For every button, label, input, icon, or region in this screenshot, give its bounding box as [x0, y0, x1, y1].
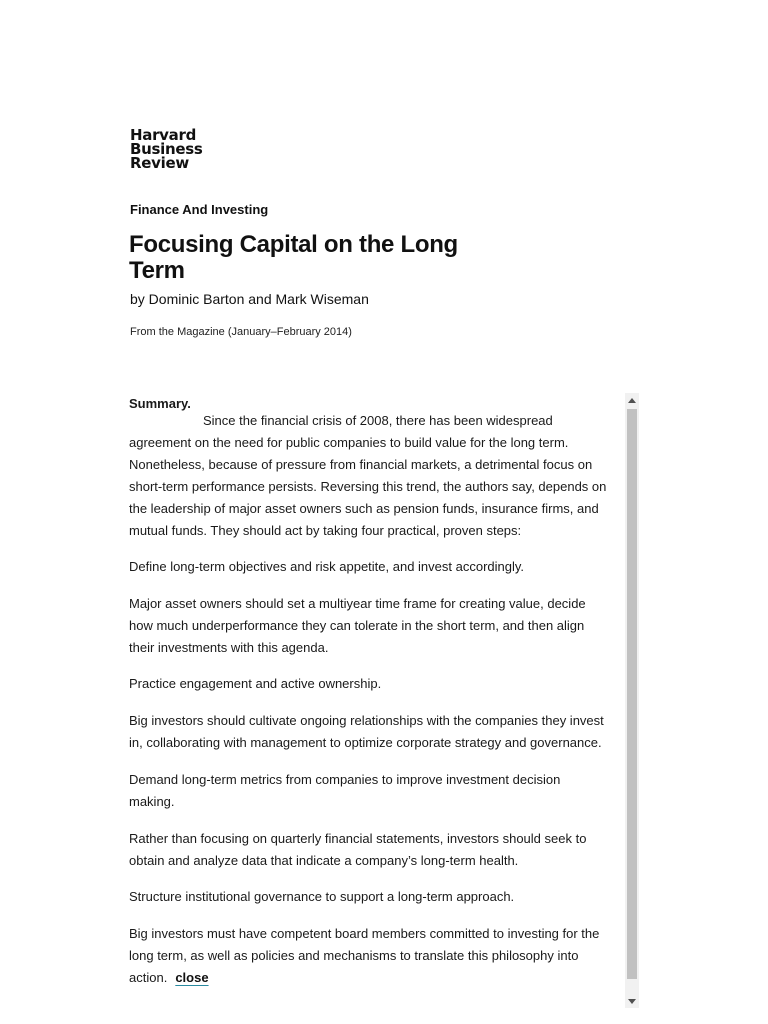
- scroll-down-arrow-icon[interactable]: [625, 994, 639, 1008]
- step-1-body-line: Major asset owners should set a multiyear time frame for creating value, decide: [129, 596, 586, 611]
- step-2-title: Practice engagement and active ownership.: [129, 676, 382, 691]
- step-2-body-line: in, collaborating with management to optimize corporate strategy and governance.: [129, 735, 602, 750]
- step-2-body-line: Big investors should cultivate ongoing relationships with the companies they invest: [129, 713, 604, 728]
- step-3-title-line: making.: [129, 794, 175, 809]
- summary-scrollbar[interactable]: [625, 393, 639, 1008]
- step-4-title: Structure institutional governance to support a long-term approach.: [129, 889, 515, 904]
- step-1-body-line: their investments with this agenda.: [129, 640, 329, 655]
- summary-intro-line: agreement on the need for public companies to build value for the long term.: [129, 435, 569, 450]
- scroll-up-arrow-icon[interactable]: [625, 393, 639, 407]
- summary-panel[interactable]: [129, 393, 639, 1008]
- step-4-body-line: long term, as well as policies and mechanisms to translate this philosophy into: [129, 948, 579, 963]
- logo-line-business: Business: [130, 140, 203, 158]
- step-3-body-line: Rather than focusing on quarterly financial statements, investors should seek to: [129, 831, 587, 846]
- step-1-body-line: how much underperformance they can tolerate in the short term, and then align: [129, 618, 585, 633]
- summary-intro-line: the leadership of major asset owners such as pension funds, insurance firms, and: [129, 501, 599, 516]
- summary-intro-line: mutual funds. They should act by taking four practical, proven steps:: [129, 523, 522, 538]
- topic-link[interactable]: Finance And Investing: [130, 202, 269, 217]
- close-summary-link[interactable]: close: [175, 970, 209, 985]
- step-1-title: Define long-term objectives and risk appetite, and invest accordingly.: [129, 559, 525, 574]
- summary-intro-line: Since the financial crisis of 2008, there has been widespread: [203, 413, 553, 428]
- hbr-logo[interactable]: [130, 128, 203, 170]
- step-4-body-line: Big investors must have competent board members committed to investing for the: [129, 926, 600, 941]
- step-3-title-line: Demand long-term metrics from companies to improve investment decision: [129, 772, 561, 787]
- summary-label: Summary.: [129, 396, 191, 411]
- step-4-body-last: [129, 967, 625, 989]
- article-byline: by Dominic Barton and Mark Wiseman: [130, 291, 369, 307]
- scrollbar-thumb[interactable]: [627, 409, 637, 979]
- magazine-issue: From the Magazine (January–February 2014): [130, 326, 352, 338]
- summary-intro-line: Nonetheless, because of pressure from financial markets, a detrimental focus on: [129, 457, 593, 472]
- step-4-body-line: action.: [129, 970, 168, 985]
- logo-line-review: Review: [130, 154, 189, 172]
- logo-line-harvard: Harvard: [130, 126, 197, 144]
- article-title: Focusing Capital on the Long Term: [129, 231, 458, 284]
- step-3-body-line: obtain and analyze data that indicate a company’s long-term health.: [129, 853, 519, 868]
- summary-intro-line: short-term performance persists. Reversing this trend, the authors say, depends on: [129, 479, 607, 494]
- summary-content: [129, 393, 625, 1008]
